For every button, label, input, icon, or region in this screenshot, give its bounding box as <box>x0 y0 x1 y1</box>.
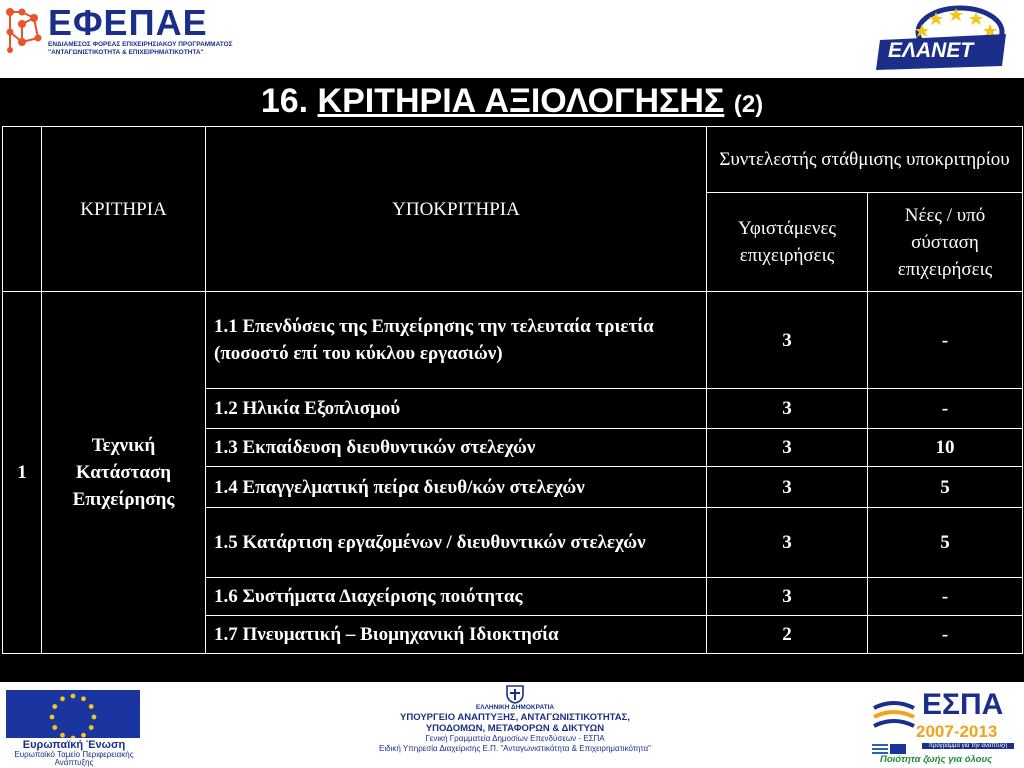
slide-title <box>0 80 1024 126</box>
ministry-block <box>300 684 730 766</box>
group-name: Τεχνική Κατάσταση Επιχείρησης <box>42 292 206 654</box>
efepae-title: ΕΦΕΠΑΕ <box>48 2 208 43</box>
slide-title-main: ΚΡΙΤΗΡΙΑ ΑΞΙΟΛΟΓΗΣΗΣ <box>317 82 725 120</box>
subcriterion-label: 1.6 Συστήματα Διαχείρισης ποιότητας <box>206 578 707 616</box>
efepae-subtitle-line2: "ΑΝΤΑΓΩΝΙΣΤΙΚΟΤΗΤΑ & ΕΠΙΧΕΙΡΗΜΑΤΙΚΟΤΗΤΑ" <box>48 49 204 56</box>
efepae-subtitle-line1: ΕΝΔΙΑΜΕΣΟΣ ΦΟΡΕΑΣ ΕΠΙΧΕΙΡΗΣΙΑΚΟΥ ΠΡΟΓΡΑΜΜΑΤΟΣ <box>48 41 233 48</box>
existing-value: 3 <box>707 389 868 429</box>
greek-emblem-icon <box>504 684 526 704</box>
espa-name: ΕΣΠΑ <box>922 688 1004 721</box>
ministry-line2: ΥΠΟΔΟΜΩΝ, ΜΕΤΑΦΟΡΩΝ & ΔΙΚΤΥΩΝ <box>425 723 605 734</box>
subcriterion-label: 1.7 Πνευματική – Βιομηχανική Ιδιοκτησία <box>206 616 707 654</box>
existing-value: 3 <box>707 292 868 389</box>
eu-label: Ευρωπαϊκή Ένωση <box>22 739 126 751</box>
subcriterion-label: 1.5 Κατάρτιση εργαζομένων / διευθυντικών στελεχών <box>206 508 707 578</box>
ministry-line4: Ειδική Υπηρεσία Διαχείρισης Ε.Π. "Ανταγωνιστικότητα & Επιχειρηματικότητα" <box>379 744 651 753</box>
table-header-row <box>3 127 1023 193</box>
subcriterion-label: 1.3 Εκπαίδευση διευθυντικών στελεχών <box>206 429 707 467</box>
header-existing: Υφιστάμενες επιχειρήσεις <box>707 193 868 292</box>
ministry-header: ΕΛΛΗΝΙΚΗ ΔΗΜΟΚΡΑΤΙΑ <box>475 704 555 711</box>
eu-flag-icon <box>6 690 140 738</box>
new-value: - <box>868 292 1023 389</box>
header-new: Νέες / υπό σύσταση επιχειρήσεις <box>868 193 1023 292</box>
top-header <box>0 0 1024 78</box>
ministry-line1: ΥΠΟΥΡΓΕΙΟ ΑΝΑΠΤΥΞΗΣ, ΑΝΤΑΓΩΝΙΣΤΙΚΟΤΗΤΑΣ, <box>400 712 630 723</box>
existing-value: 3 <box>707 467 868 508</box>
table-row <box>3 292 1023 389</box>
subcriterion-label: 1.4 Επαγγελματική πείρα διευθ/κών στελεχών <box>206 467 707 508</box>
header-weight: Συντελεστής στάθμισης υποκριτηρίου <box>707 127 1023 193</box>
subcriterion-label: 1.1 Επενδύσεις της Επιχείρησης την τελευταία τριετία (ποσοστό επί του κύκλου εργασιών) <box>206 292 707 389</box>
new-value: - <box>868 578 1023 616</box>
new-value: - <box>868 616 1023 654</box>
new-value: 5 <box>868 467 1023 508</box>
existing-value: 3 <box>707 429 868 467</box>
network-icon <box>6 8 42 53</box>
new-value: - <box>868 389 1023 429</box>
espa-slogan: Ποιότητα ζωής για όλους <box>880 754 993 765</box>
existing-value: 3 <box>707 578 868 616</box>
header-criteria: ΚΡΙΤΗΡΙΑ <box>42 127 206 292</box>
criteria-table <box>2 126 1023 654</box>
new-value: 10 <box>868 429 1023 467</box>
eu-fund-label: Ευρωπαϊκό Ταμείο Περιφερειακής Ανάπτυξης <box>14 750 134 767</box>
slide-title-number: 16. <box>260 82 309 120</box>
subcriterion-label: 1.2 Ηλικία Εξοπλισμού <box>206 389 707 429</box>
espa-tagline: πρόγραμμα για την ανάπτυξη <box>922 743 1014 749</box>
header-number <box>3 127 42 292</box>
ministry-line3: Γενική Γραμματεία Δημοσίων Επενδύσεων - ΕΣΠΑ <box>425 734 605 743</box>
existing-value: 3 <box>707 508 868 578</box>
group-number: 1 <box>3 292 42 654</box>
existing-value: 2 <box>707 616 868 654</box>
new-value: 5 <box>868 508 1023 578</box>
slide-title-part: (2) <box>733 91 764 118</box>
espa-years: 2007-2013 <box>916 722 998 741</box>
header-subcriteria: ΥΠΟΚΡΙΤΗΡΙΑ <box>206 127 707 292</box>
elanet-text: ΕΛΑΝΕΤ <box>888 39 974 62</box>
